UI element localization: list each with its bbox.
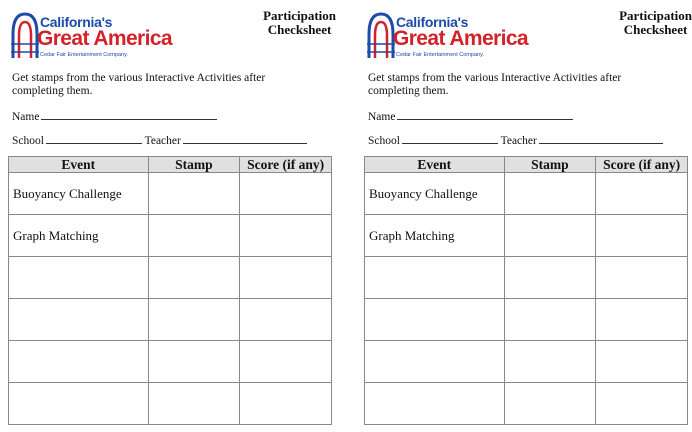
name-field bbox=[368, 109, 573, 123]
school-label: School bbox=[12, 135, 44, 147]
stamp-cell bbox=[148, 341, 240, 383]
participation-table bbox=[8, 156, 332, 425]
event-cell bbox=[9, 257, 149, 299]
stamp-cell bbox=[504, 257, 596, 299]
event-cell bbox=[9, 341, 149, 383]
school-teacher-field bbox=[12, 133, 307, 147]
school-label: School bbox=[368, 135, 400, 147]
name-line[interactable] bbox=[397, 109, 573, 120]
name-line[interactable] bbox=[41, 109, 217, 120]
event-cell bbox=[9, 299, 149, 341]
stamp-cell bbox=[504, 299, 596, 341]
score-cell bbox=[596, 173, 688, 215]
table-row bbox=[9, 383, 332, 425]
score-cell bbox=[240, 341, 332, 383]
score-cell bbox=[240, 299, 332, 341]
name-label: Name bbox=[12, 111, 40, 123]
logo-great-america-text: Great America bbox=[37, 27, 172, 50]
table-row bbox=[9, 341, 332, 383]
table-row bbox=[9, 215, 332, 257]
logo-cedar-fair-text: Cedar Fair Entertainment Company. bbox=[40, 52, 128, 58]
title-line-1: Participation bbox=[263, 8, 336, 23]
great-america-logo bbox=[10, 8, 200, 62]
header-stamp: Stamp bbox=[148, 157, 240, 173]
table-row bbox=[365, 299, 688, 341]
teacher-line[interactable] bbox=[539, 133, 663, 144]
stamp-cell bbox=[148, 257, 240, 299]
table-row bbox=[9, 257, 332, 299]
event-cell bbox=[365, 383, 505, 425]
stamp-cell bbox=[148, 299, 240, 341]
event-cell bbox=[365, 341, 505, 383]
event-cell: Buoyancy Challenge bbox=[365, 173, 505, 215]
score-cell bbox=[240, 215, 332, 257]
coaster-icon bbox=[10, 8, 40, 60]
score-cell bbox=[596, 383, 688, 425]
event-cell bbox=[365, 299, 505, 341]
sheet-title bbox=[263, 9, 336, 37]
teacher-line[interactable] bbox=[183, 133, 307, 144]
great-america-logo bbox=[366, 8, 556, 62]
table-row bbox=[9, 299, 332, 341]
teacher-label: Teacher bbox=[144, 135, 181, 147]
table-row bbox=[365, 383, 688, 425]
school-teacher-field bbox=[368, 133, 663, 147]
header-score: Score (if any) bbox=[596, 157, 688, 173]
checksheet-left bbox=[4, 0, 340, 432]
event-cell: Graph Matching bbox=[9, 215, 149, 257]
logo-cedar-fair-text: Cedar Fair Entertainment Company. bbox=[396, 52, 484, 58]
sheet-title bbox=[619, 9, 692, 37]
title-line-1: Participation bbox=[619, 8, 692, 23]
table-row bbox=[9, 173, 332, 215]
logo-california-text: California's bbox=[396, 14, 469, 30]
table-header-row bbox=[365, 157, 688, 173]
checksheet-right bbox=[360, 0, 692, 432]
stamp-cell bbox=[504, 215, 596, 257]
stamp-cell bbox=[504, 341, 596, 383]
teacher-label: Teacher bbox=[500, 135, 537, 147]
intro-text: Get stamps from the various Interactive Activities after completing them. bbox=[12, 72, 266, 97]
header-event: Event bbox=[365, 157, 505, 173]
score-cell bbox=[596, 299, 688, 341]
stamp-cell bbox=[148, 383, 240, 425]
score-cell bbox=[596, 215, 688, 257]
name-field bbox=[12, 109, 217, 123]
stamp-cell bbox=[504, 173, 596, 215]
score-cell bbox=[240, 173, 332, 215]
header-event: Event bbox=[9, 157, 149, 173]
table-row bbox=[365, 173, 688, 215]
name-label: Name bbox=[368, 111, 396, 123]
table-row bbox=[365, 257, 688, 299]
school-line[interactable] bbox=[46, 133, 142, 144]
event-cell: Buoyancy Challenge bbox=[9, 173, 149, 215]
score-cell bbox=[240, 383, 332, 425]
header-score: Score (if any) bbox=[240, 157, 332, 173]
header-stamp: Stamp bbox=[504, 157, 596, 173]
table-row bbox=[365, 341, 688, 383]
score-cell bbox=[240, 257, 332, 299]
title-line-2: Checksheet bbox=[267, 22, 332, 37]
stamp-cell bbox=[148, 173, 240, 215]
event-cell bbox=[9, 383, 149, 425]
title-line-2: Checksheet bbox=[623, 22, 688, 37]
participation-table bbox=[364, 156, 688, 425]
event-cell: Graph Matching bbox=[365, 215, 505, 257]
intro-text: Get stamps from the various Interactive Activities after completing them. bbox=[368, 72, 622, 97]
stamp-cell bbox=[504, 383, 596, 425]
score-cell bbox=[596, 257, 688, 299]
school-line[interactable] bbox=[402, 133, 498, 144]
event-cell bbox=[365, 257, 505, 299]
table-row bbox=[365, 215, 688, 257]
score-cell bbox=[596, 341, 688, 383]
stamp-cell bbox=[148, 215, 240, 257]
coaster-icon bbox=[366, 8, 396, 60]
table-header-row bbox=[9, 157, 332, 173]
logo-great-america-text: Great America bbox=[393, 27, 528, 50]
logo-california-text: California's bbox=[40, 14, 113, 30]
